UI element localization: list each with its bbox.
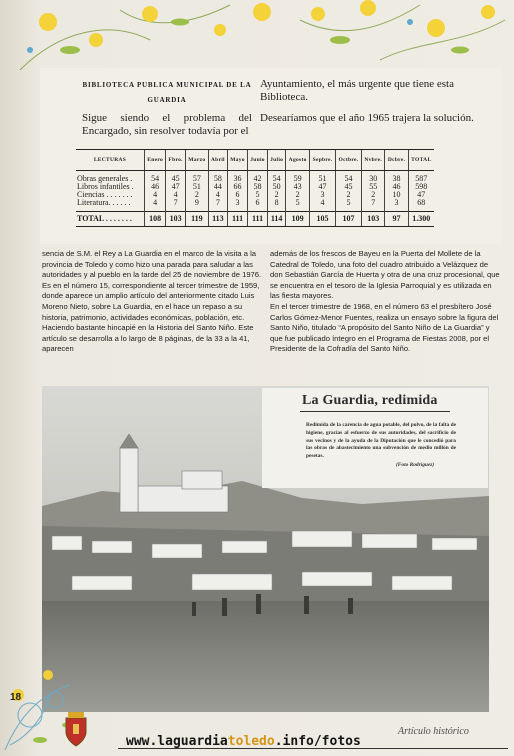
photo-caption-text: Redimida de la carencia de agua potable, del polvo, de la falta de higiene, gracias al esfuerzo de sus autoridades, del sacrificio de sus vecinos y de la ayuda de la Diputación que le concedió para las obras de abastecimiento una subvención de medio millón de pesetas. [306, 422, 456, 460]
table-cell: 5 [286, 199, 310, 212]
photo-credit: (Foto Rodríguez) [396, 462, 435, 468]
table-cell: 103 [166, 212, 186, 227]
table-header: Dcbre. [385, 150, 408, 171]
table-header: Nvbre. [361, 150, 385, 171]
table-header: Octbre. [336, 150, 362, 171]
table-cell: 6 [248, 199, 268, 212]
table-cell: 47 [310, 183, 336, 191]
table-header: Abril [208, 150, 227, 171]
table-cell: 51 [310, 171, 336, 184]
table-cell: 54 [145, 171, 166, 184]
table-cell: 46 [385, 183, 408, 191]
library-notice-wish: Desearíamos que el año 1965 trajera la solución. [260, 112, 474, 124]
table-cell: 2 [336, 191, 362, 199]
table-cell: 3 [310, 191, 336, 199]
table-row [76, 199, 434, 212]
table-header: Junio [248, 150, 268, 171]
table-cell: 68 [408, 199, 434, 212]
table-cell: 111 [228, 212, 248, 227]
table-header: Marzo [185, 150, 208, 171]
table-cell: 103 [361, 212, 385, 227]
table-cell: 54 [268, 171, 286, 184]
table-cell: 5 [336, 199, 362, 212]
article-column-left [42, 249, 264, 355]
section-label: Artículo histórico [398, 726, 469, 737]
table-header: Enero [145, 150, 166, 171]
table-header: Fbro. [166, 150, 186, 171]
table-cell: 57 [185, 171, 208, 184]
table-cell: 51 [185, 183, 208, 191]
table-cell: 587 [408, 171, 434, 184]
table-cell: 111 [248, 212, 268, 227]
table-cell: 114 [268, 212, 286, 227]
table-cell: 30 [361, 171, 385, 184]
table-header: TOTAL [408, 150, 434, 171]
table-cell: 2 [268, 191, 286, 199]
table-cell: 4 [208, 191, 227, 199]
table-cell: 45 [336, 183, 362, 191]
table-cell: 3 [385, 199, 408, 212]
row-label: Ciencias . . . . . . . [77, 190, 133, 199]
table-header: Sepbre. [310, 150, 336, 171]
table-header: Julio [268, 150, 286, 171]
table-cell: 7 [208, 199, 227, 212]
table-cell: 7 [166, 199, 186, 212]
table-cell: 50 [268, 183, 286, 191]
table-cell: 36 [228, 171, 248, 184]
table-cell: 43 [286, 183, 310, 191]
table-cell: 54 [336, 171, 362, 184]
table-cell: 47 [166, 183, 186, 191]
table-cell: 4 [145, 199, 166, 212]
table-cell: 8 [268, 199, 286, 212]
table-cell: 598 [408, 183, 434, 191]
article-paragraph: además de los frescos de Bayeu en la Puerta del Mollete de la Catedral de Toledo, una foto del cuadro atribuido a Velázquez de don Sebastián García de Huerta y otra de una cruz procesional, que se encuentra en el tesoro de la Iglesia Parroquial y es utilizada en las fiesta mayores. [270, 249, 500, 301]
table-cell: 58 [208, 171, 227, 184]
table-cell: 45 [166, 171, 186, 184]
table-cell: 42 [248, 171, 268, 184]
table-header: Mayo [228, 150, 248, 171]
table-cell: 113 [208, 212, 227, 227]
table-cell: 2 [286, 191, 310, 199]
website-suffix: .info/fotos [274, 734, 361, 749]
table-cell: 105 [310, 212, 336, 227]
table-header: Agosto [286, 150, 310, 171]
table-cell: 119 [185, 212, 208, 227]
reading-statistics-table [76, 149, 434, 227]
table-total-row [76, 212, 434, 227]
table-header: LECTURAS [76, 150, 145, 171]
table-cell: 4 [145, 191, 166, 199]
page-number: 18 [10, 692, 22, 703]
table-cell: 4 [310, 199, 336, 212]
table-cell: 58 [248, 183, 268, 191]
floral-decoration-bottom [0, 655, 110, 756]
table-cell: 59 [286, 171, 310, 184]
table-cell: 5 [248, 191, 268, 199]
table-cell: 46 [145, 183, 166, 191]
website-prefix: www.laguardia [126, 734, 228, 749]
table-cell: 10 [385, 191, 408, 199]
table-cell: 2 [361, 191, 385, 199]
table-cell: 44 [208, 183, 227, 191]
floral-decoration-top [0, 0, 514, 75]
website-highlight: toledo [227, 734, 275, 749]
table-cell: 97 [385, 212, 408, 227]
table-cell: 38 [385, 171, 408, 184]
table-cell: 3 [228, 199, 248, 212]
table-cell: 4 [166, 191, 186, 199]
article-paragraph: En el tercer trimestre de 1968, en el número 63 el presbítero José Carlos Gómez-Menor Fuentes, realiza un ensayo sobre la figura del Santo Niño, titulado “A propósito del Santo Niño de La Guardia” y que fue publicado íntegro en el Programa de Fiestas 2008, por el Presidente de la Cofradía del Santo Niño. [270, 301, 499, 354]
table-cell: 55 [361, 183, 385, 191]
table-cell: 6 [228, 191, 248, 199]
table-cell: 9 [185, 199, 208, 212]
table-header-row [76, 150, 434, 171]
table-cell: 107 [336, 212, 362, 227]
footer-divider [118, 748, 508, 749]
library-notice-title: BIBLIOTECA PUBLICA MUNICIPAL DE LA GUARDIA [82, 81, 252, 104]
photo-caption-title: La Guardia, redimida [302, 393, 438, 408]
table-cell: 7 [361, 199, 385, 212]
row-label: Obras generales . [77, 174, 133, 183]
row-label: TOTAL . . . . . . . [76, 212, 145, 227]
table-cell: 1.300 [408, 212, 434, 227]
article-paragraph: sencia de S.M. el Rey a La Guardia en el marco de la visita a la provincia de Toledo y como hizo una parada para saludar a las autoridades y al pueblo en la tarde del 25 de noviembre de 1976. [42, 249, 262, 280]
library-notice-continuation: Ayuntamiento, el más urgente que tiene esta Biblioteca. [260, 78, 454, 103]
article-column-right [270, 249, 500, 355]
library-notice-paragraph: Sigue siendo el problema del Encargado, sin resolver todavía por el [82, 112, 252, 137]
table-cell: 2 [185, 191, 208, 199]
article-paragraph: Es en el número 15, correspondiente al tercer trimestre de 1959, donde aparece un amplio artículo del anteriormente citado Luis Moreno Nieto, sobre La Guardia, en el hace un repaso a su historia, patrimonio, actividades económicas, población, etc. Haciendo bastante hincapié en la Historia del Santo Niño. Este artículo se desarrolla a lo largo de 8 páginas, de la 33 a la 41, aparecen [42, 280, 260, 354]
row-label: Literatura. . . . . . [77, 198, 131, 207]
table-cell: 66 [228, 183, 248, 191]
coat-of-arms-icon [62, 710, 90, 748]
row-label: Libros infantiles . [77, 182, 134, 191]
caption-divider [300, 411, 450, 412]
table-cell: 108 [145, 212, 166, 227]
table-cell: 109 [286, 212, 310, 227]
website-url[interactable] [126, 734, 361, 749]
table-cell: 47 [408, 191, 434, 199]
